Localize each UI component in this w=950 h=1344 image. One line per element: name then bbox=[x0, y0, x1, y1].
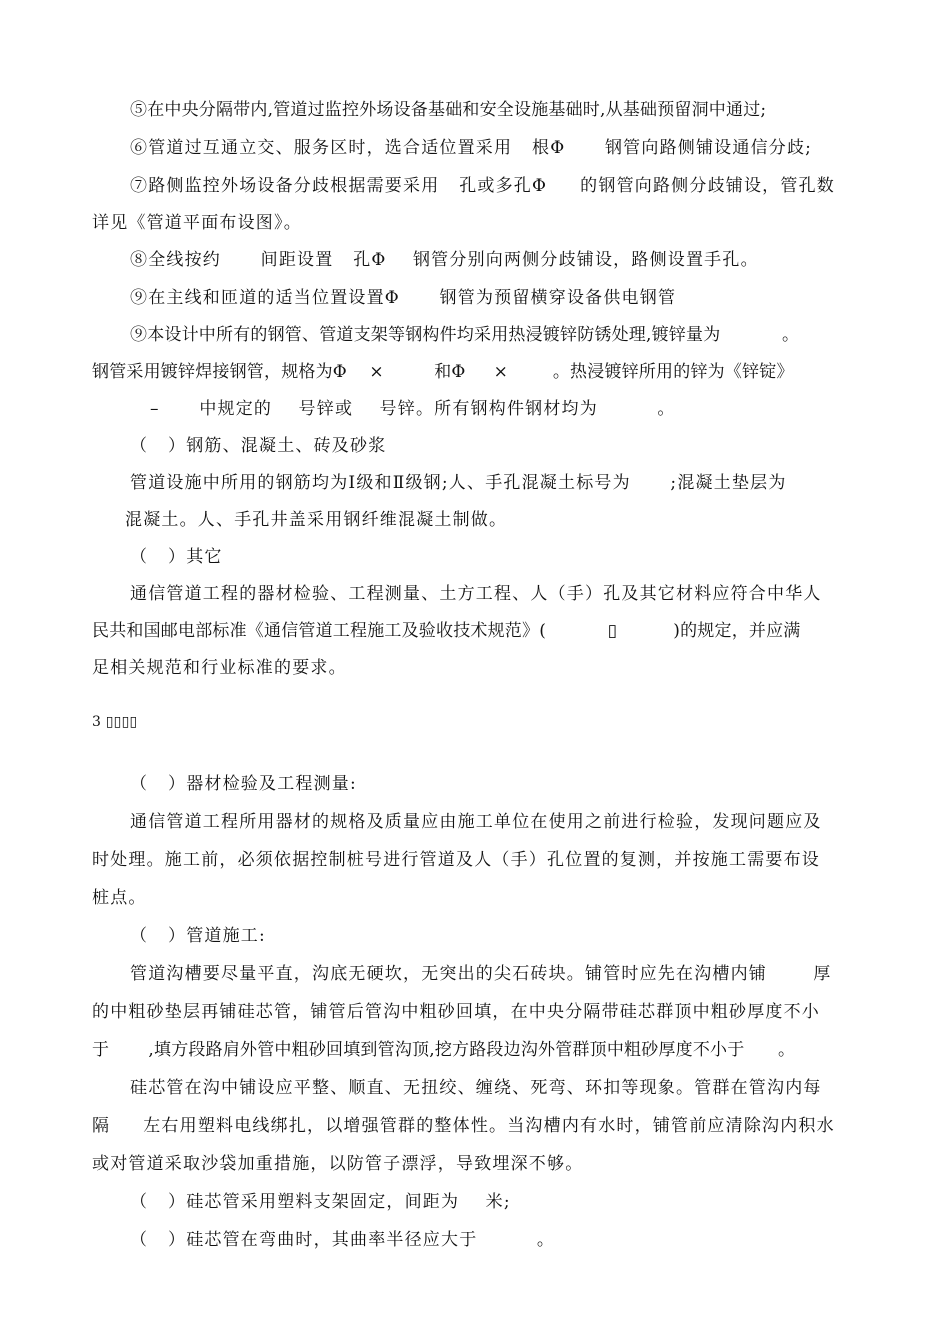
text-line: 钢管采用镀锌焊接钢管，规格为Φ × 和Φ × 。热浸镀锌所用的锌为《锌锭》 bbox=[92, 362, 794, 382]
text-line: ⑨本设计中所有的钢管、管道支架等钢构件均采用热浸镀锌防锈处理,镀锌量为 。 bbox=[130, 325, 800, 345]
text-line: 管道沟槽要尽量平直，沟底无硬坎，无突出的尖石砖块。铺管时应先在沟槽内铺 厚 bbox=[130, 964, 832, 984]
text-line: ⑥管道过互通立交、服务区时，选合适位置采用 根Φ 钢管向路侧铺设通信分歧; bbox=[130, 138, 813, 158]
text-line: 民共和国邮电部标准《通信管道工程施工及验收技术规范》( ▯ )的规定，并应满 bbox=[92, 621, 801, 641]
text-line: 通信管道工程所用器材的规格及质量应由施工单位在使用之前进行检验，发现问题应及 bbox=[130, 812, 822, 832]
text-line: 或对管道采取沙袋加重措施，以防管子漂浮，导致埋深不够。 bbox=[92, 1154, 584, 1174]
text-line: 硅芯管在沟中铺设应平整、顺直、无扭绞、缠绕、死弯、环扣等现象。管群在管沟内每 bbox=[130, 1078, 822, 1098]
text-line: 详见《管道平面布设图》。 bbox=[92, 213, 302, 233]
text-line: 时处理。施工前，必须依据控制桩号进行管道及人（手）孔位置的复测，并按施工需要布设 bbox=[92, 850, 820, 870]
text-line: 管道设施中所用的钢筋均为Ⅰ级和Ⅱ级钢;人、手孔混凝土标号为 ;混凝土垫层为 bbox=[130, 473, 787, 493]
section-heading: （ ）硅芯管采用塑料支架固定，间距为 米; bbox=[130, 1192, 511, 1212]
section-heading: （ ）其它 bbox=[130, 547, 223, 567]
text-line: ⑨在主线和匝道的适当位置设置Φ 钢管为预留横穿设备供电钢管 bbox=[130, 288, 677, 308]
section-heading: （ ）器材检验及工程测量: bbox=[130, 774, 357, 794]
text-line: ⑦路侧监控外场设备分歧根据需要采用 孔或多孔Φ 的钢管向路侧分歧铺设，管孔数 bbox=[130, 176, 835, 196]
chapter-heading: 3 ▯▯▯▯ bbox=[92, 714, 138, 730]
text-line: 混凝土。人、手孔井盖采用钢纤维混凝土制做。 bbox=[125, 510, 508, 530]
text-line: – 中规定的 号锌或 号锌。所有钢构件钢材均为 。 bbox=[150, 399, 676, 419]
section-heading: （ ）管道施工: bbox=[130, 926, 266, 946]
text-line: 隔 左右用塑料电线绑扎，以增强管群的整体性。当沟槽内有水时，铺管前应清除沟内积水 bbox=[92, 1116, 835, 1136]
text-line: 桩点。 bbox=[92, 888, 147, 908]
text-line: 于 ,填方段路肩外管中粗砂回填到管沟顶,挖方路段边沟外管群顶中粗砂厚度不小于 。 bbox=[92, 1040, 796, 1060]
section-heading: （ ）硅芯管在弯曲时，其曲率半径应大于 。 bbox=[130, 1230, 556, 1250]
text-line: ⑤在中央分隔带内,管道过监控外场设备基础和安全设施基础时,从基础预留洞中通过; bbox=[130, 100, 767, 120]
text-line: 足相关规范和行业标准的要求。 bbox=[92, 658, 347, 678]
section-heading: （ ）钢筋、混凝土、砖及砂浆 bbox=[130, 436, 387, 456]
text-line: 的中粗砂垫层再铺硅芯管，铺管后管沟中粗砂回填，在中央分隔带硅芯群顶中粗砂厚度不小 bbox=[92, 1002, 820, 1022]
text-line: 通信管道工程的器材检验、工程测量、土方工程、人（手）孔及其它材料应符合中华人 bbox=[130, 584, 822, 604]
text-line: ⑧全线按约 间距设置 孔Φ 钢管分别向两侧分歧铺设，路侧设置手孔。 bbox=[130, 250, 759, 270]
